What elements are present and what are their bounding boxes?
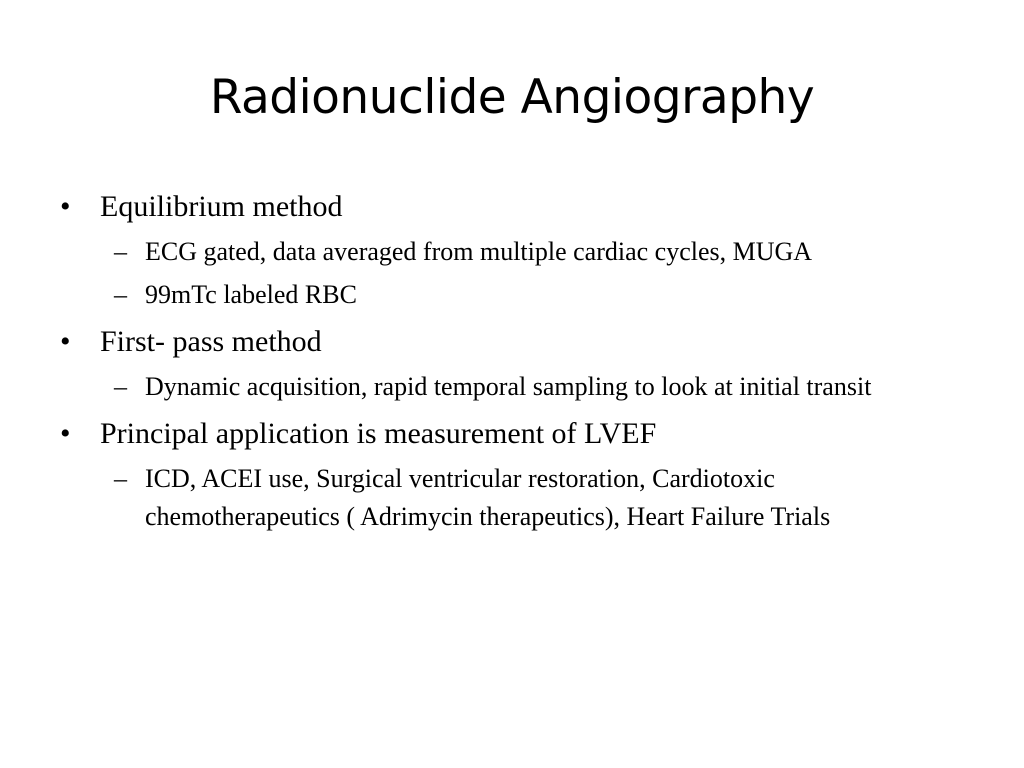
bullet-text: Equilibrium method	[100, 190, 343, 223]
sub-bullet-text: ECG gated, data averaged from multiple cardiac cycles, MUGA	[145, 237, 813, 266]
bullet-item	[56, 413, 956, 455]
sub-bullet-item	[56, 276, 956, 314]
bullet-text: First- pass method	[100, 325, 322, 358]
sub-bullet-text: Dynamic acquisition, rapid temporal sampling to look at initial transit	[145, 372, 872, 401]
bullet-item	[56, 321, 956, 363]
sub-bullet-item	[56, 460, 956, 536]
bullet-icon: •	[60, 417, 71, 450]
dash-icon: –	[114, 372, 127, 401]
bullet-item	[56, 186, 956, 228]
bullet-text: Principal application is measurement of LVEF	[100, 417, 657, 450]
sub-bullet-text: ICD, ACEI use, Surgical ventricular restoration, Cardiotoxic chemotherapeutics ( Adrimycin therapeutics), Heart Failure Trials	[145, 464, 831, 531]
slide-title: Radionuclide Angiography	[209, 70, 815, 125]
bullet-icon: •	[60, 325, 71, 358]
dash-icon: –	[114, 237, 127, 266]
dash-icon: –	[114, 280, 127, 309]
sub-bullet-text: 99mTc labeled RBC	[145, 280, 357, 309]
sub-bullet-item	[56, 233, 956, 271]
sub-bullet-item	[56, 368, 956, 406]
slide-body	[56, 186, 956, 536]
dash-icon: –	[114, 464, 127, 493]
bullet-icon: •	[60, 190, 71, 223]
